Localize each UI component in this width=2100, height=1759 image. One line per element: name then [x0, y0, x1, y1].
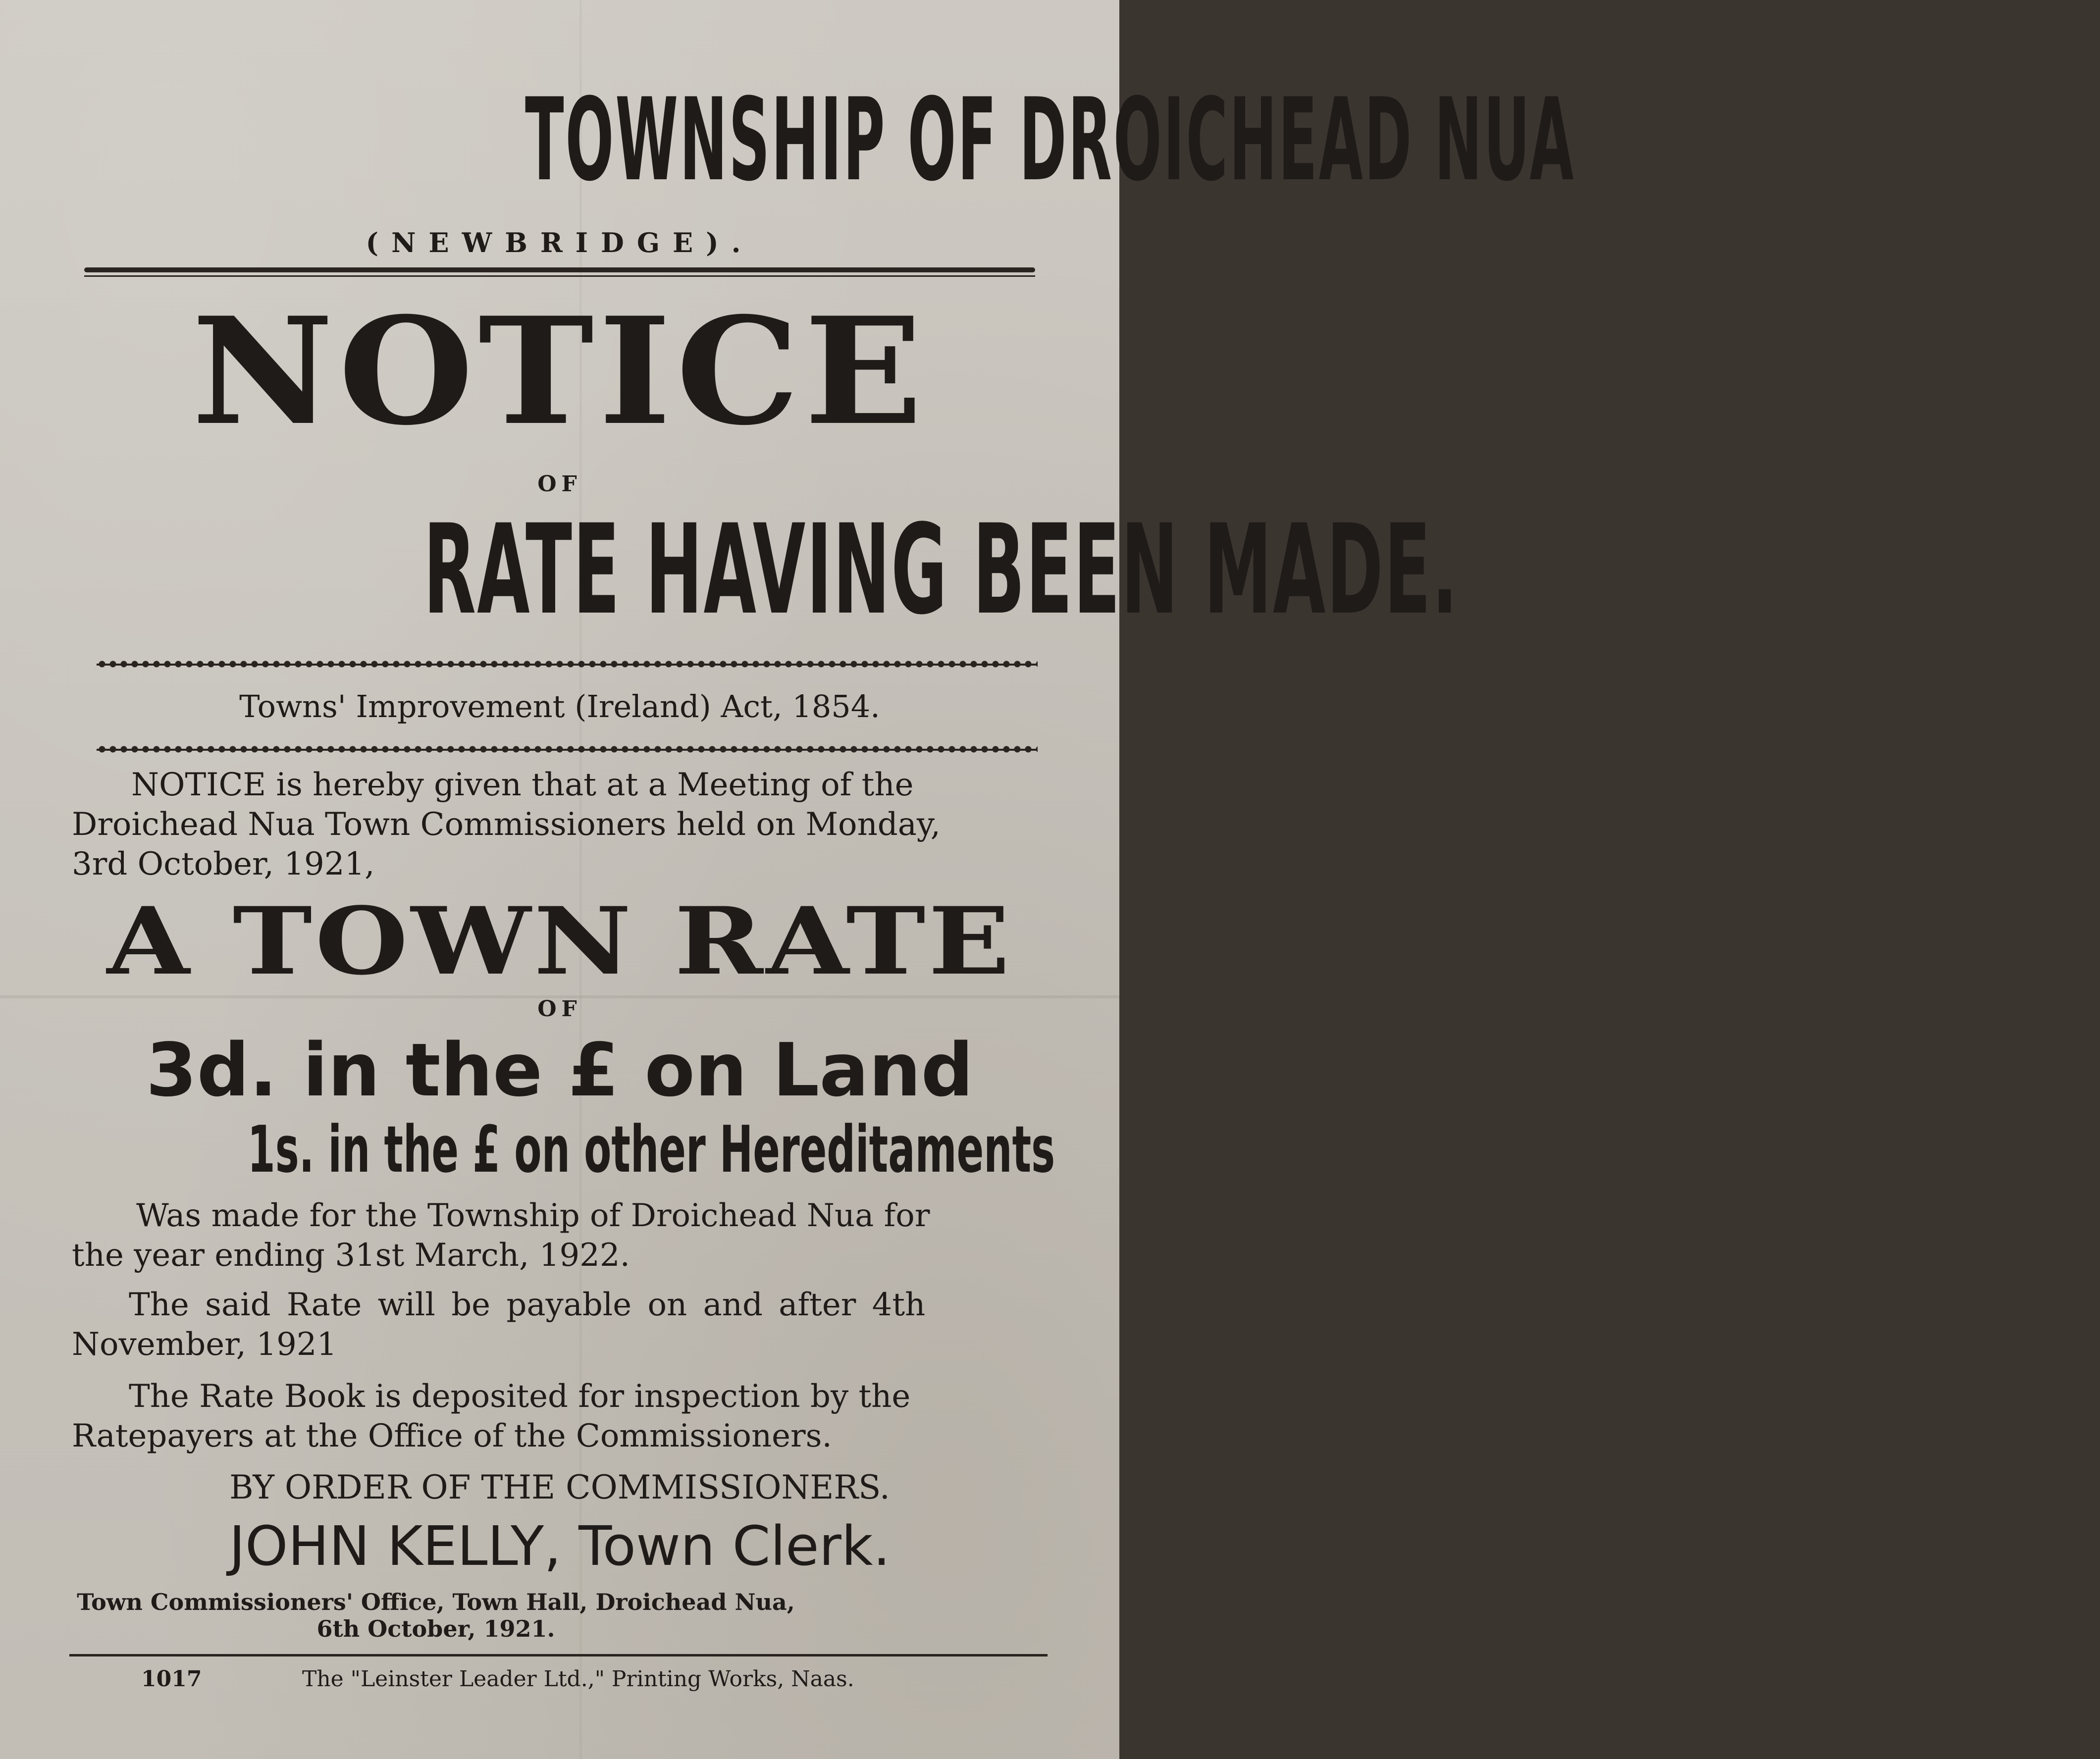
notice-paragraph-line: NOTICE is hereby given that at a Meeting of the — [131, 767, 914, 803]
notice-paragraph-line: 3rd October, 1921, — [72, 846, 375, 882]
township-heading — [0, 74, 1575, 207]
payable-paragraph-line: November, 1921 — [72, 1326, 337, 1363]
ornamental-rule-2 — [97, 744, 1038, 755]
of-connector-1: OF — [537, 471, 582, 497]
notice-paragraph-line: Droichead Nua Town Commissioners held on Monday, — [72, 806, 941, 843]
office-date-line: 6th October, 1921. — [316, 1615, 555, 1642]
rate-on-hereditaments-text: 1s. in the £ on other Hereditaments — [247, 1112, 1055, 1187]
township-heading-text: TOWNSHIP OF DROICHEAD NUA — [525, 74, 1575, 207]
of-connector-2: OF — [537, 996, 582, 1022]
rate-book-paragraph-line: Ratepayers at the Office of the Commissioners. — [72, 1418, 832, 1454]
by-order-line: BY ORDER OF THE COMMISSIONERS. — [229, 1468, 890, 1506]
ornamental-rule-1 — [97, 659, 1038, 670]
heading-rule-thin — [84, 275, 1035, 277]
town-rate-heading-text: A TOWN RATE — [106, 886, 1013, 996]
rate-on-land: 3d. in the £ on Land — [146, 1028, 974, 1113]
act-title: Towns' Improvement (Ireland) Act, 1854. — [239, 688, 880, 724]
heading-rule — [84, 267, 1035, 272]
notice-heading — [0, 285, 1119, 477]
office-address-line: Town Commissioners' Office, Town Hall, Droichead Nua, — [77, 1589, 795, 1615]
footer-print-number: 1017 — [141, 1666, 202, 1692]
payable-paragraph-line: The said Rate will be payable on and after 4th — [129, 1287, 926, 1323]
rate-made-heading-text: RATE HAVING BEEN MADE. — [423, 498, 1459, 642]
rate-on-hereditaments — [0, 1112, 1119, 1187]
footer-rule — [69, 1654, 1048, 1656]
town-rate-heading — [0, 886, 1119, 1015]
newbridge-subheading: (NEWBRIDGE). — [366, 227, 754, 259]
rate-book-paragraph-line: The Rate Book is deposited for inspection by the — [129, 1378, 911, 1415]
signature-line: JOHN KELLY, Town Clerk. — [229, 1514, 891, 1578]
notice-heading-text: NOTICE — [192, 285, 928, 458]
rate-made-heading — [0, 498, 1459, 642]
rate-made-paragraph-line: the year ending 31st March, 1922. — [72, 1237, 630, 1274]
footer-printer: The "Leinster Leader Ltd.," Printing Works, Naas. — [302, 1666, 854, 1692]
rate-made-paragraph-line: Was made for the Township of Droichead Nua for — [136, 1197, 930, 1234]
